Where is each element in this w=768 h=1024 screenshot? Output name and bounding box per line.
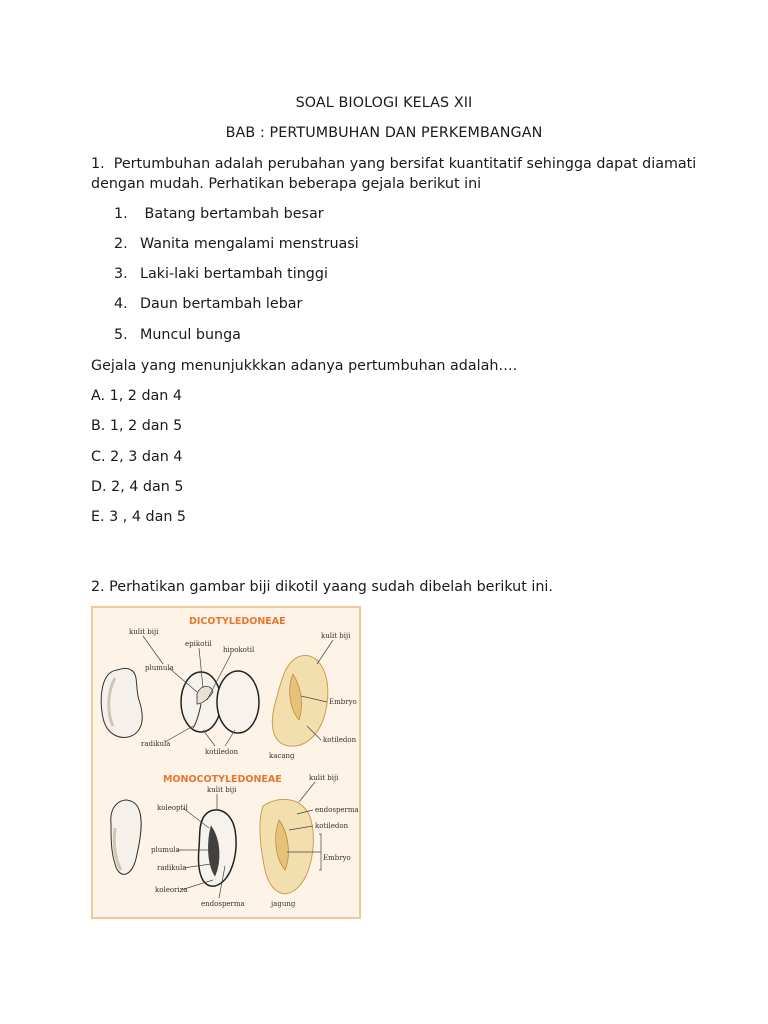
list-item-text: Muncul bunga	[140, 327, 241, 343]
label-kulit-biji: kulit biji	[321, 632, 351, 640]
label-plumula: plumula	[145, 664, 174, 672]
leader-line	[225, 730, 235, 746]
list-item	[114, 204, 324, 224]
question-1-text: Pertumbuhan adalah perubahan yang bersifat kuantitatif sehingga dapat diamati	[113, 156, 697, 172]
label-koleoptil: koleoptil	[157, 804, 188, 812]
label-radikula: radikula	[157, 864, 187, 872]
seed-anatomy-figure	[91, 606, 361, 919]
leader-line	[143, 636, 163, 664]
label-hipokotil: hipokotil	[223, 646, 255, 654]
label-endosperma: endosperma	[315, 806, 359, 814]
question-1-number: 1.	[91, 156, 105, 172]
label-radikula: radikula	[141, 740, 171, 748]
list-item-text: Laki-laki bertambah tinggi	[140, 266, 328, 282]
page-subtitle: BAB : PERTUMBUHAN DAN PERKEMBANGAN	[225, 125, 543, 141]
list-item-text: Batang bertambah besar	[140, 206, 324, 222]
answer-option-c: C. 2, 3 dan 4	[91, 449, 183, 465]
label-kulit-biji: kulit biji	[129, 628, 159, 636]
label-koleoriza: koleoriza	[155, 886, 188, 894]
list-item	[114, 234, 359, 254]
label-endosperma: endosperma	[201, 900, 245, 908]
label-epikotil: epikotil	[185, 640, 212, 648]
question-2-text: 2. Perhatikan gambar biji dikotil yaang sudah dibelah berikut ini.	[91, 579, 553, 595]
answer-option-d: D. 2, 4 dan 5	[91, 479, 184, 495]
label-plumula: plumula	[151, 846, 180, 854]
leader-line	[203, 730, 215, 746]
list-item	[114, 294, 302, 314]
list-item	[114, 325, 241, 345]
list-item-number: 4.	[114, 296, 128, 312]
answer-option-a: A. 1, 2 dan 4	[91, 388, 182, 404]
question-1-line1	[91, 154, 696, 174]
label-jagung: jagung	[271, 900, 296, 908]
dicot-heading: DICOTYLEDONEAE	[189, 616, 286, 627]
list-item-number: 1.	[114, 206, 128, 222]
label-kotiledon: kotiledon	[205, 748, 239, 756]
list-item-text: Daun bertambah lebar	[140, 296, 303, 312]
page-title: SOAL BIOLOGI KELAS XII	[295, 95, 473, 111]
list-item	[114, 264, 328, 284]
leader-line	[165, 726, 193, 742]
question-1-line2: dengan mudah. Perhatikan beberapa gejala berikut ini	[91, 176, 482, 192]
monocot-heading: MONOCOTYLEDONEAE	[163, 774, 282, 785]
list-item-text: Wanita mengalami menstruasi	[140, 236, 359, 252]
label-embryo: Embryo	[329, 698, 357, 706]
list-item-number: 3.	[114, 266, 128, 282]
label-kacang: kacang	[269, 752, 295, 760]
seed-anatomy-illustration	[93, 608, 359, 917]
answer-option-b: B. 1, 2 dan 5	[91, 418, 183, 434]
label-embryo: Embryo	[323, 854, 351, 862]
label-kotiledon: kotiledon	[323, 736, 357, 744]
label-kotiledon: kotiledon	[315, 822, 349, 830]
list-item-number: 5.	[114, 327, 128, 343]
question-1-prompt: Gejala yang menunjukkkan adanya pertumbuhan adalah….	[91, 358, 518, 374]
cotyledon-right	[217, 671, 259, 733]
label-kulit-biji: kulit biji	[207, 786, 237, 794]
label-kulit-biji: kulit biji	[309, 774, 339, 782]
leader-line	[299, 782, 315, 802]
answer-option-e: E. 3 , 4 dan 5	[91, 509, 187, 525]
list-item-number: 2.	[114, 236, 128, 252]
leader-line	[317, 640, 333, 664]
